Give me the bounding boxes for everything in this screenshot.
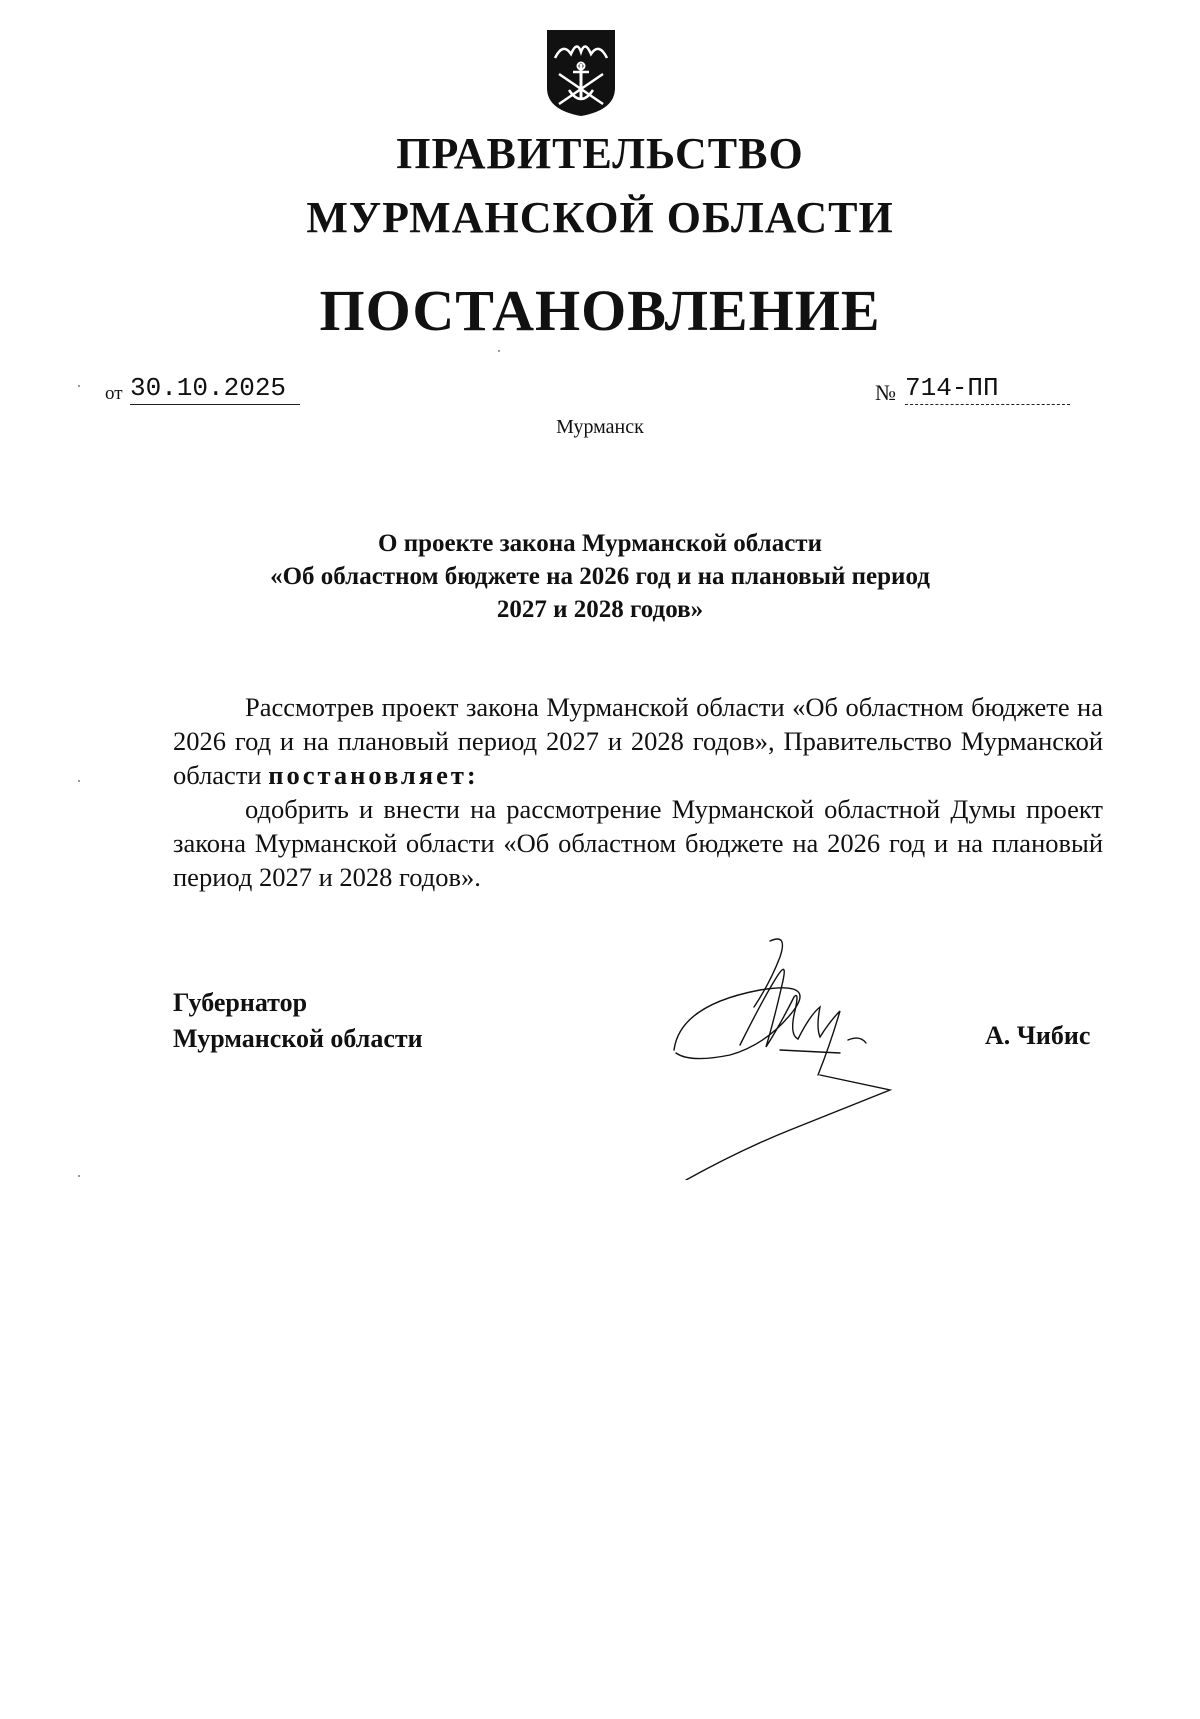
preamble-text: Рассмотрев проект закона Мурманской области «Об областном бюджете на 2026 год и на плановый период 2027 и 2028 годов», Правительство Мурманской области [173,692,1103,790]
document-body [173,690,1103,894]
date-label: от [105,383,123,404]
decree-keyword: постановляет: [268,760,479,790]
organization-name-line2: МУРМАНСКОЙ ОБЛАСТИ [306,193,894,242]
document-title [150,527,1050,626]
paragraph-decision: одобрить и внести на рассмотрение Мурманской областной Думы проект закона Мурманской области «Об областном бюджете на 2026 год и на плановый период 2027 и 2028 годов». [173,794,1103,892]
organization-name-line1: ПРАВИТЕЛЬСТВО [396,129,804,178]
city: Мурманск [556,416,644,438]
title-line-3: 2027 и 2028 годов» [496,596,704,623]
coat-of-arms-icon [545,28,617,118]
document-number: 714-ПП [905,372,1070,405]
signatory-name: А. Чибис [985,1021,1091,1050]
document-date: 30.10.2025 [130,372,300,405]
number-label: № [875,380,896,405]
scan-dot [498,350,500,352]
position-line-1: Губернатор [173,988,308,1017]
scan-dot [78,780,80,782]
handwritten-signature-icon [670,935,940,1180]
scan-dot [78,385,80,387]
signatory-position [173,985,423,1057]
position-line-2: Мурманской области [173,1024,423,1053]
scan-dot [78,1175,80,1177]
paragraph-preamble [173,690,1103,792]
document-type: ПОСТАНОВЛЕНИЕ [319,278,881,343]
title-line-1: О проекте закона Мурманской области [378,530,822,557]
title-line-2: «Об областном бюджете на 2026 год и на плановый период [270,563,930,590]
